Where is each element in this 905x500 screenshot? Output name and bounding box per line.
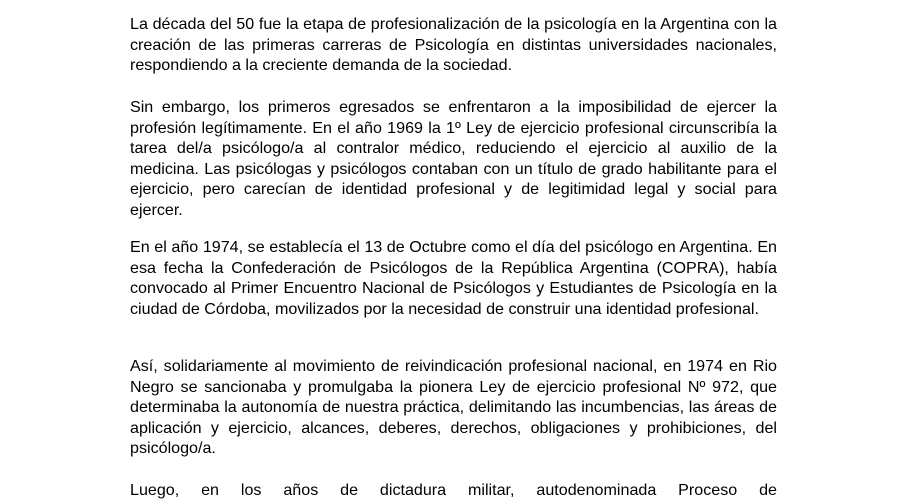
- paragraph-dia-del-psicologo: En el año 1974, se establecía el 13 de Octubre como el día del psicólogo en Argentina. En esa fecha la Confederación de Psicólogos de la República Argentina (COPRA), había convocado al Primer Encuentro Nacional de Psicólogos y Estudiantes de Psicología en la ciudad de Córdoba, movilizados por la necesidad de construir una identidad profesional.: [130, 238, 777, 318]
- paragraph-profesionalizacion: La década del 50 fue la etapa de profesionalización de la psicología en la Argentina con la creación de las primeras carreras de Psicología en distintas universidades nacionales, respondiendo a la creciente demanda de la sociedad.: [130, 15, 777, 75]
- paragraph-ley-1969: Sin embargo, los primeros egresados se enfrentaron a la imposibilidad de ejercer la profesión legítimamente. En el año 1969 la 1º Ley de ejercicio profesional circunscribía la tarea del/a psicólogo/a al contralor médico, reduciendo el ejercicio al auxilio de la medicina. Las psicólogas y psicólogos contaban con un título de grado habilitante para el ejercicio, pero carecían de identidad profesional y de legitimidad legal y social para ejercer.: [130, 98, 777, 219]
- paragraph-ley-972-rio-negro: Así, solidariamente al movimiento de reivindicación profesional nacional, en 1974 en Rio Negro se sancionaba y promulgaba la pionera Ley de ejercicio profesional Nº 972, que determinaba la autonomía de nuestra práctica, delimitando las incumbencias, las áreas de aplicación y ejercicio, alcances, deberes, derechos, obligaciones y prohibiciones, del psicólogo/a.: [130, 357, 777, 458]
- paragraph-dictadura-militar: Luego, en los años de dictadura militar, autodenominada Proceso de: [130, 481, 777, 499]
